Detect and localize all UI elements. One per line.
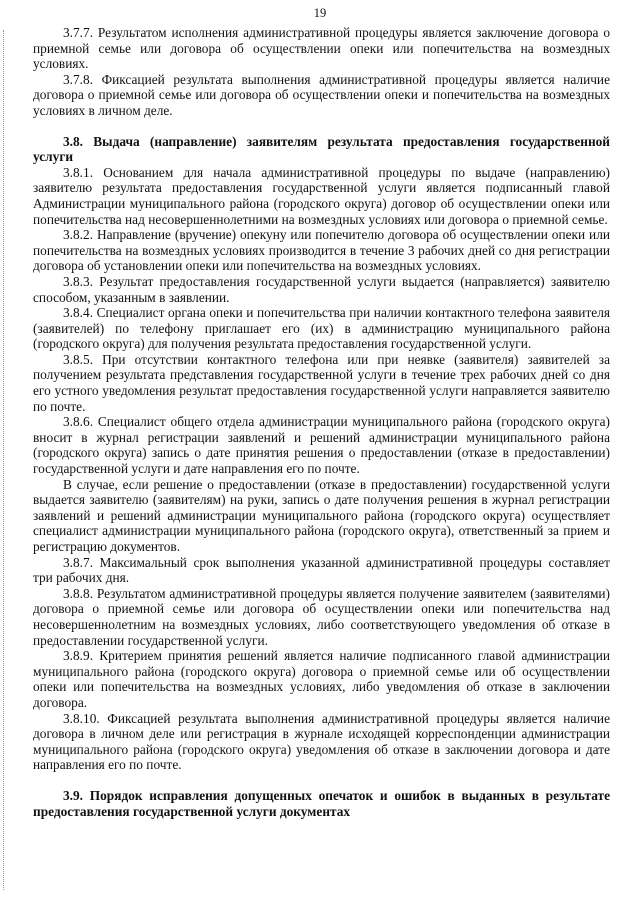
paragraph-3-7-7: 3.7.7. Результатом исполнения административной процедуры является заключение договора о приемной семье или договора об осуществлении опеки или попечительства на возмездных условиях. [33, 25, 610, 72]
paragraph-3-8-6: 3.8.6. Специалист общего отдела администрации муниципального района (городского округа) вносит в журнал регистрации заявлений и решений администрации муниципального района (городского округа) запись о дате принятия решения о предоставлении (отказе в предоставлении) государственной услуги и дате направления его по почте. [33, 414, 610, 477]
section-heading-3-8: 3.8. Выдача (направление) заявителям результата предоставления государственной услуги [33, 133, 610, 165]
paragraph-3-8-7: 3.8.7. Максимальный срок выполнения указанной административной процедуры составляет три рабочих дня. [33, 554, 610, 586]
section-heading-3-9: 3.9. Порядок исправления допущенных опечаток и ошибок в выданных в результате предоставления государственной услуги документах [33, 787, 610, 819]
document-body [33, 25, 610, 819]
page-number: 19 [313, 6, 327, 20]
paragraph-3-8-1: 3.8.1. Основанием для начала административной процедуры по выдаче (направлению) заявителю результата предоставления государственной услуги является подписанный главой Администрации муниципального района (городского округа) договор об осуществлении опеки или попечительства над несовершеннолетними на возмездных условиях или договора о приемной семье. [33, 164, 610, 227]
paragraph-3-8-5: 3.8.5. При отсутствии контактного телефона или при неявке (заявителя) заявителей за получением результата представления государственной услуги в течение трех рабочих дней со дня его устного уведомления результат предоставления государственной услуги направляется заявителю по почте. [33, 351, 610, 414]
spacer [33, 773, 610, 788]
paragraph-3-8-8: 3.8.8. Результатом административной процедуры является получение заявителем (заявителями) договора о приемной семье или договора об осуществлении опеки или попечительства над несовершеннолетним на возмездных условиях, либо соответствующего уведомления об отказе в предоставлении государственной услуги. [33, 585, 610, 648]
paragraph-3-8-4: 3.8.4. Специалист органа опеки и попечительства при наличии контактного телефона заявителя (заявителей) по телефону приглашает его (их) в администрацию муниципального района (городского округа) для получения результата предоставления государственной услуги. [33, 305, 610, 352]
scan-edge-mark [3, 30, 5, 890]
paragraph-3-8-3: 3.8.3. Результат предоставления государственной услуги выдается (направляется) заявителю способом, указанным в заявлении. [33, 273, 610, 305]
paragraph-3-8-9: 3.8.9. Критерием принятия решений является наличие подписанного главой администрации муниципального района (городского округа) договора о приемной семье или об осуществлении опеки или попечительства на возмездных условиях, либо уведомления об отказе в заключении договора. [33, 648, 610, 710]
paragraph-3-8-6-case: В случае, если решение о предоставлении (отказе в предоставлении) государственной услуги выдается заявителю (заявителям) на руки, запись о дате получения решения в журнал регистрации заявлений и решений администрации муниципального района (городского округа) осуществляет специалист администрации муниципального района (городского округа), ответственный за прием и регистрацию документов. [33, 476, 610, 554]
paragraph-3-7-8: 3.7.8. Фиксацией результата выполнения административной процедуры является наличие договора о приемной семье или договора об осуществлении опеки и попечительства на возмездных условиях в личном деле. [33, 71, 610, 118]
paragraph-3-8-2: 3.8.2. Направление (вручение) опекуну или попечителю договора об осуществлении опеки или попечительства на возмездных условиях производится в течение 3 рабочих дней со дня регистрации договора об установлении опеки или попечительства на возмездных условиях. [33, 227, 610, 274]
paragraph-3-8-10: 3.8.10. Фиксацией результата выполнения административной процедуры является наличие договора в личном деле или регистрация в журнале исходящей корреспонденции администрации муниципального района (городского округа) уведомления об отказе в заключении договора и дате направления его по почте. [33, 710, 610, 773]
spacer [33, 119, 610, 134]
